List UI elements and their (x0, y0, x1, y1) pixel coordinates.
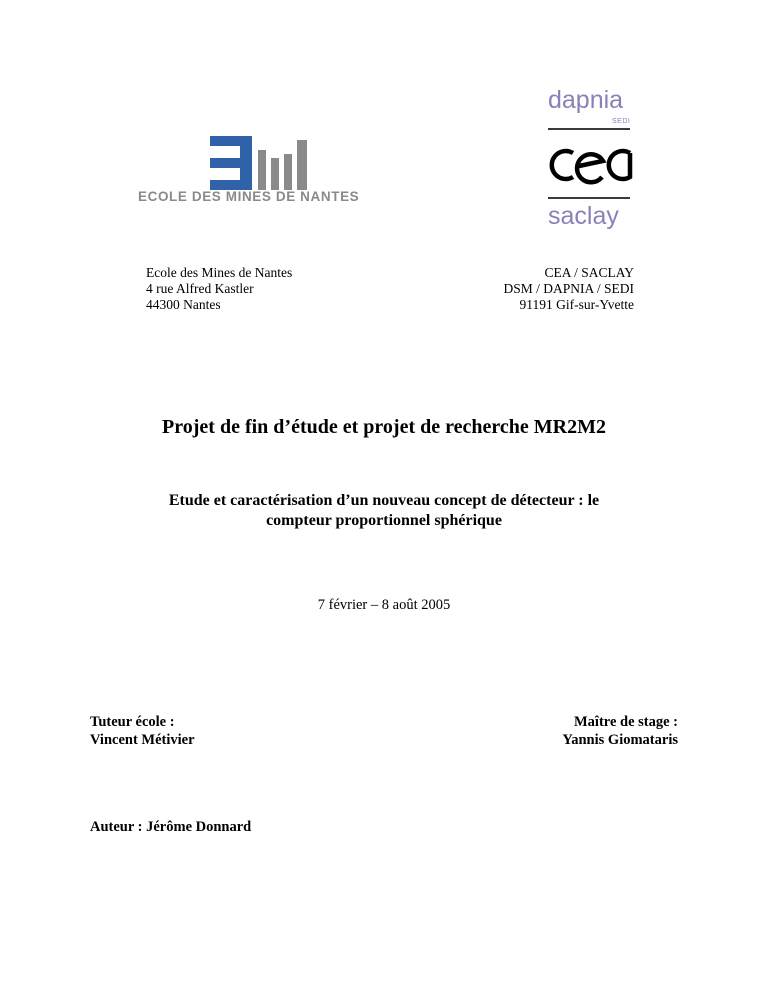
document-date: 7 février – 8 août 2005 (317, 597, 451, 613)
supervisor-role: Maître de stage : (573, 714, 678, 730)
subtitle-line: Etude et caractérisation d’un nouveau concept de détecteur : le (168, 492, 600, 509)
supervisor-block (562, 713, 678, 749)
emn-logo-text: ECOLE DES MINES DE NANTES (138, 189, 360, 204)
address-right (503, 265, 634, 313)
emn-logo-m-bar-2 (271, 158, 279, 190)
saclay-logo-text: saclay (548, 202, 619, 230)
address-left-line: Ecole des Mines de Nantes (146, 265, 293, 280)
address-left (146, 265, 292, 313)
tutor-role: Tuteur école : (90, 714, 175, 730)
cea-logo (546, 145, 634, 185)
sedi-logo-text: SEDI (612, 118, 631, 125)
tutor-name: Vincent Métivier (90, 732, 195, 748)
address-left-line: 44300 Nantes (146, 297, 221, 312)
document-title: Projet de fin d’étude et projet de recherche MR2M2 (162, 416, 606, 438)
tutor-block (90, 713, 195, 749)
emn-logo-m-bar-1 (258, 150, 266, 190)
subtitle-line: compteur proportionnel sphérique (266, 512, 502, 529)
logo-divider-bottom (548, 197, 630, 199)
address-right-line: DSM / DAPNIA / SEDI (503, 281, 634, 296)
address-right-line: CEA / SACLAY (544, 265, 634, 280)
logo-divider-top (548, 128, 630, 130)
dapnia-logo-text: dapnia (548, 86, 624, 114)
emn-logo-e-spine (240, 136, 252, 190)
emn-logo-m-bar-3 (284, 154, 292, 190)
emn-logo-m-bar-4 (297, 140, 307, 190)
address-left-line: 4 rue Alfred Kastler (146, 281, 254, 296)
author-line: Auteur : Jérôme Donnard (90, 819, 252, 835)
supervisor-name: Yannis Giomataris (562, 732, 678, 748)
address-right-line: 91191 Gif-sur-Yvette (519, 297, 634, 312)
document-subtitle (84, 491, 684, 531)
